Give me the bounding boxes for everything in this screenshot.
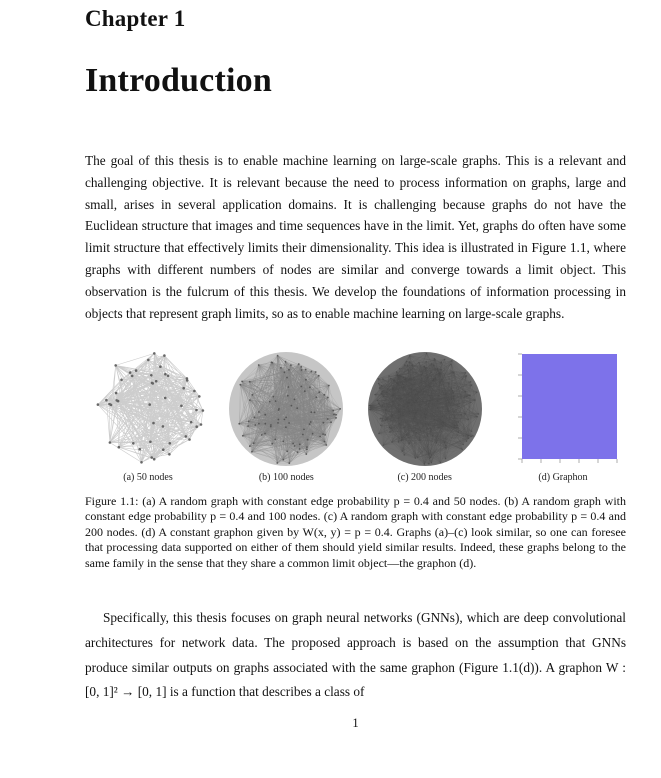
random-graph-100-nodes-image [228, 351, 344, 467]
subfigure-d-label: (d) Graphon [538, 472, 588, 483]
chapter-heading: Chapter 1 [85, 6, 186, 31]
paragraph-2: Specifically, this thesis focuses on graph neural networks (GNNs), which are deep convolutional architectures for network data. The proposed approach is based on the assumption that GNNs produce similar outputs on graphs associated with the same graphon (Figure 1.1(d)). A graphon W : [0, 1]² → [0, 1] is a function that describes a class of [85, 610, 626, 700]
page-title: Introduction [85, 62, 272, 99]
random-graph-50-nodes-image [90, 351, 206, 467]
figure-caption: Figure 1.1: (a) A random graph with constant edge probability p = 0.4 and 50 nodes. (b) A random graph with constant edge probability p = 0.4 and 100 nodes. (c) A random graph with constant edge probability p = 0.4 and 200 nodes. (d) A constant graphon given by W(x, y) = p = 0.4. Graphs (a)–(c) look similar, so one can foresee that processing data supported on either of them should yield similar results. Indeed, these graphs belong to the same family in the sense that they share a common limit object—the graphon (d). [85, 494, 626, 570]
graphon-heatmap-image [505, 351, 621, 467]
subfigure-c-label: (c) 200 nodes [397, 472, 452, 483]
random-graph-200-nodes-image [367, 351, 483, 467]
subfigure-b [223, 351, 349, 483]
paragraph-1: The goal of this thesis is to enable machine learning on large-scale graphs. This is a relevant and challenging objective. It is relevant because the need to process information on graphs, large and small, arises in several application domains. It is challenging because graphs do not have the Euclidean structure that images and time sequences have in the limit. Yet, graphs do often have some limit structure that effectively limits their dimensionality. This idea is illustrated in Figure 1.1, where graphs with different numbers of nodes are similar and converge towards a limit object. This observation is the fulcrum of this thesis. We develop the foundations of information processing in objects that represent graph limits, so as to enable machine learning on large-scale graphs. [85, 153, 626, 321]
subfigure-a-label: (a) 50 nodes [123, 472, 173, 483]
page-number: 1 [352, 716, 359, 730]
subfigure-b-label: (b) 100 nodes [258, 472, 314, 483]
subfigure-a [85, 351, 211, 483]
figure-1-1-row [85, 351, 626, 483]
subfigure-c [362, 351, 488, 483]
subfigure-d [500, 351, 626, 483]
